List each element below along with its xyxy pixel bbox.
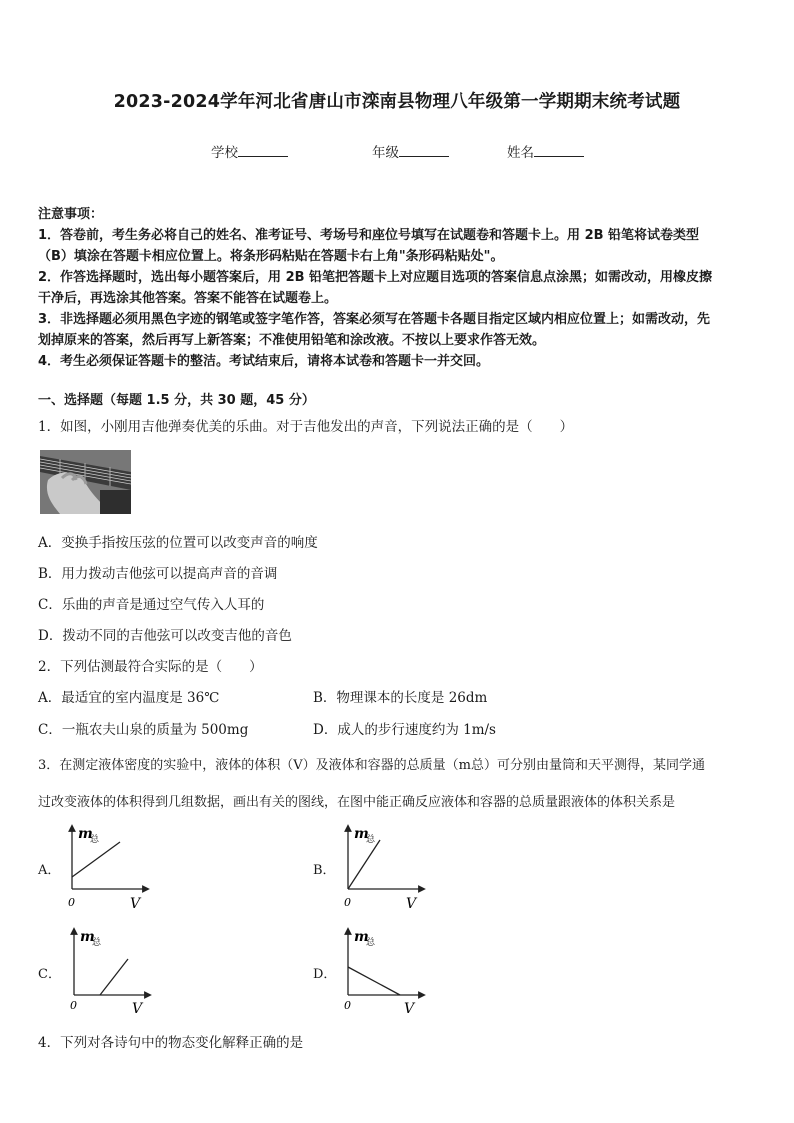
school-label: 学校 <box>211 145 238 161</box>
q3-graph-d <box>338 925 428 1021</box>
school-field <box>211 141 288 161</box>
q3-stem-line1: 3．在测定液体密度的实验中，液体的体积（V）及液体和容器的总质量（m总）可分别由量筒和天平测得，某同学通 <box>38 758 705 773</box>
q2-stem: 2．下列估测最符合实际的是（ ） <box>38 659 263 675</box>
origin-label: 0 <box>344 999 351 1012</box>
q3-graph-a <box>62 822 152 918</box>
y-axis-sub: 总 <box>366 938 376 948</box>
q2-option-c: C．一瓶农夫山泉的质量为 500mg <box>38 722 249 738</box>
notice-line: 划掉原来的答案，然后再写上新答案；不准使用铅笔和涂改液。不按以上要求作答无效。 <box>38 333 546 348</box>
q2-option-a: A．最适宜的室内温度是 36℃ <box>38 690 220 706</box>
y-axis-sub: 总 <box>90 835 100 845</box>
school-blank[interactable] <box>238 142 288 157</box>
x-axis-label: V <box>404 1001 415 1017</box>
y-axis-label: m <box>354 826 369 842</box>
y-axis-sub: 总 <box>92 938 102 948</box>
y-axis-label: m <box>78 826 93 842</box>
q2-option-d: D．成人的步行速度约为 1m/s <box>313 722 496 738</box>
notice-line: （B）填涂在答题卡相应位置上。将条形码粘贴在答题卡右上角"条形码粘贴处"。 <box>38 249 504 264</box>
origin-label: 0 <box>70 999 77 1012</box>
origin-label: 0 <box>344 896 351 909</box>
name-label: 姓名 <box>507 145 534 161</box>
page-title: 2023-2024学年河北省唐山市滦南县物理八年级第一学期期末统考试题 <box>113 92 681 112</box>
q2-option-b: B．物理课本的长度是 26dm <box>313 690 488 706</box>
q3-option-b-label: B． <box>313 863 336 878</box>
notice-heading: 注意事项： <box>38 207 104 222</box>
q3-graph-b <box>338 822 428 918</box>
y-axis-label: m <box>80 929 95 945</box>
q1-option-d: D．拨动不同的吉他弦可以改变吉他的音色 <box>38 628 292 644</box>
y-axis-sub: 总 <box>366 835 376 845</box>
name-field <box>507 141 584 161</box>
grade-field <box>372 141 449 161</box>
q3-option-c-label: C． <box>38 967 61 982</box>
notice-line: 干净后，再选涂其他答案。答案不能答在试题卷上。 <box>38 291 338 306</box>
x-axis-label: V <box>406 896 417 912</box>
notice-line: 2．作答选择题时，选出每小题答案后，用 2B 铅笔把答题卡上对应题目选项的答案信息点涂黑；如需改动，用橡皮擦 <box>38 270 713 285</box>
q1-option-a: A．变换手指按压弦的位置可以改变声音的响度 <box>38 535 318 551</box>
q1-stem: 1．如图，小刚用吉他弹奏优美的乐曲。对于吉他发出的声音，下列说法正确的是（ ） <box>38 419 574 435</box>
notice-line: 4．考生必须保证答题卡的整洁。考试结束后，请将本试卷和答题卡一并交回。 <box>38 354 490 369</box>
q1-option-b: B．用力拨动吉他弦可以提高声音的音调 <box>38 566 278 582</box>
y-axis-label: m <box>354 929 369 945</box>
grade-blank[interactable] <box>399 142 449 157</box>
name-blank[interactable] <box>534 142 584 157</box>
notice-line: 1．答卷前，考生务必将自己的姓名、准考证号、考场号和座位号填写在试题卷和答题卡上。用 2B 铅笔将试卷类型 <box>38 228 700 243</box>
origin-label: 0 <box>68 896 75 909</box>
q3-graph-c <box>64 925 154 1021</box>
notice-line: 3．非选择题必须用黑色字迹的钢笔或签字笔作答，答案必须写在答题卡各题目指定区域内相应位置上；如需改动，先 <box>38 312 711 327</box>
q1-option-c: C．乐曲的声音是通过空气传入人耳的 <box>38 597 265 613</box>
section-heading: 一、选择题（每题 1.5 分，共 30 题，45 分） <box>38 393 315 408</box>
q3-option-d-label: D． <box>313 967 337 982</box>
q3-option-a-label: A． <box>38 863 61 878</box>
q4-stem: 4．下列对各诗句中的物态变化解释正确的是 <box>38 1035 304 1051</box>
q3-stem-line2: 过改变液体的体积得到几组数据，画出有关的图线，在图中能正确反应液体和容器的总质量跟液体的体积关系是 <box>38 795 676 810</box>
guitar-photo <box>40 450 131 514</box>
x-axis-label: V <box>130 896 141 912</box>
x-axis-label: V <box>132 1001 143 1017</box>
grade-label: 年级 <box>372 145 399 161</box>
